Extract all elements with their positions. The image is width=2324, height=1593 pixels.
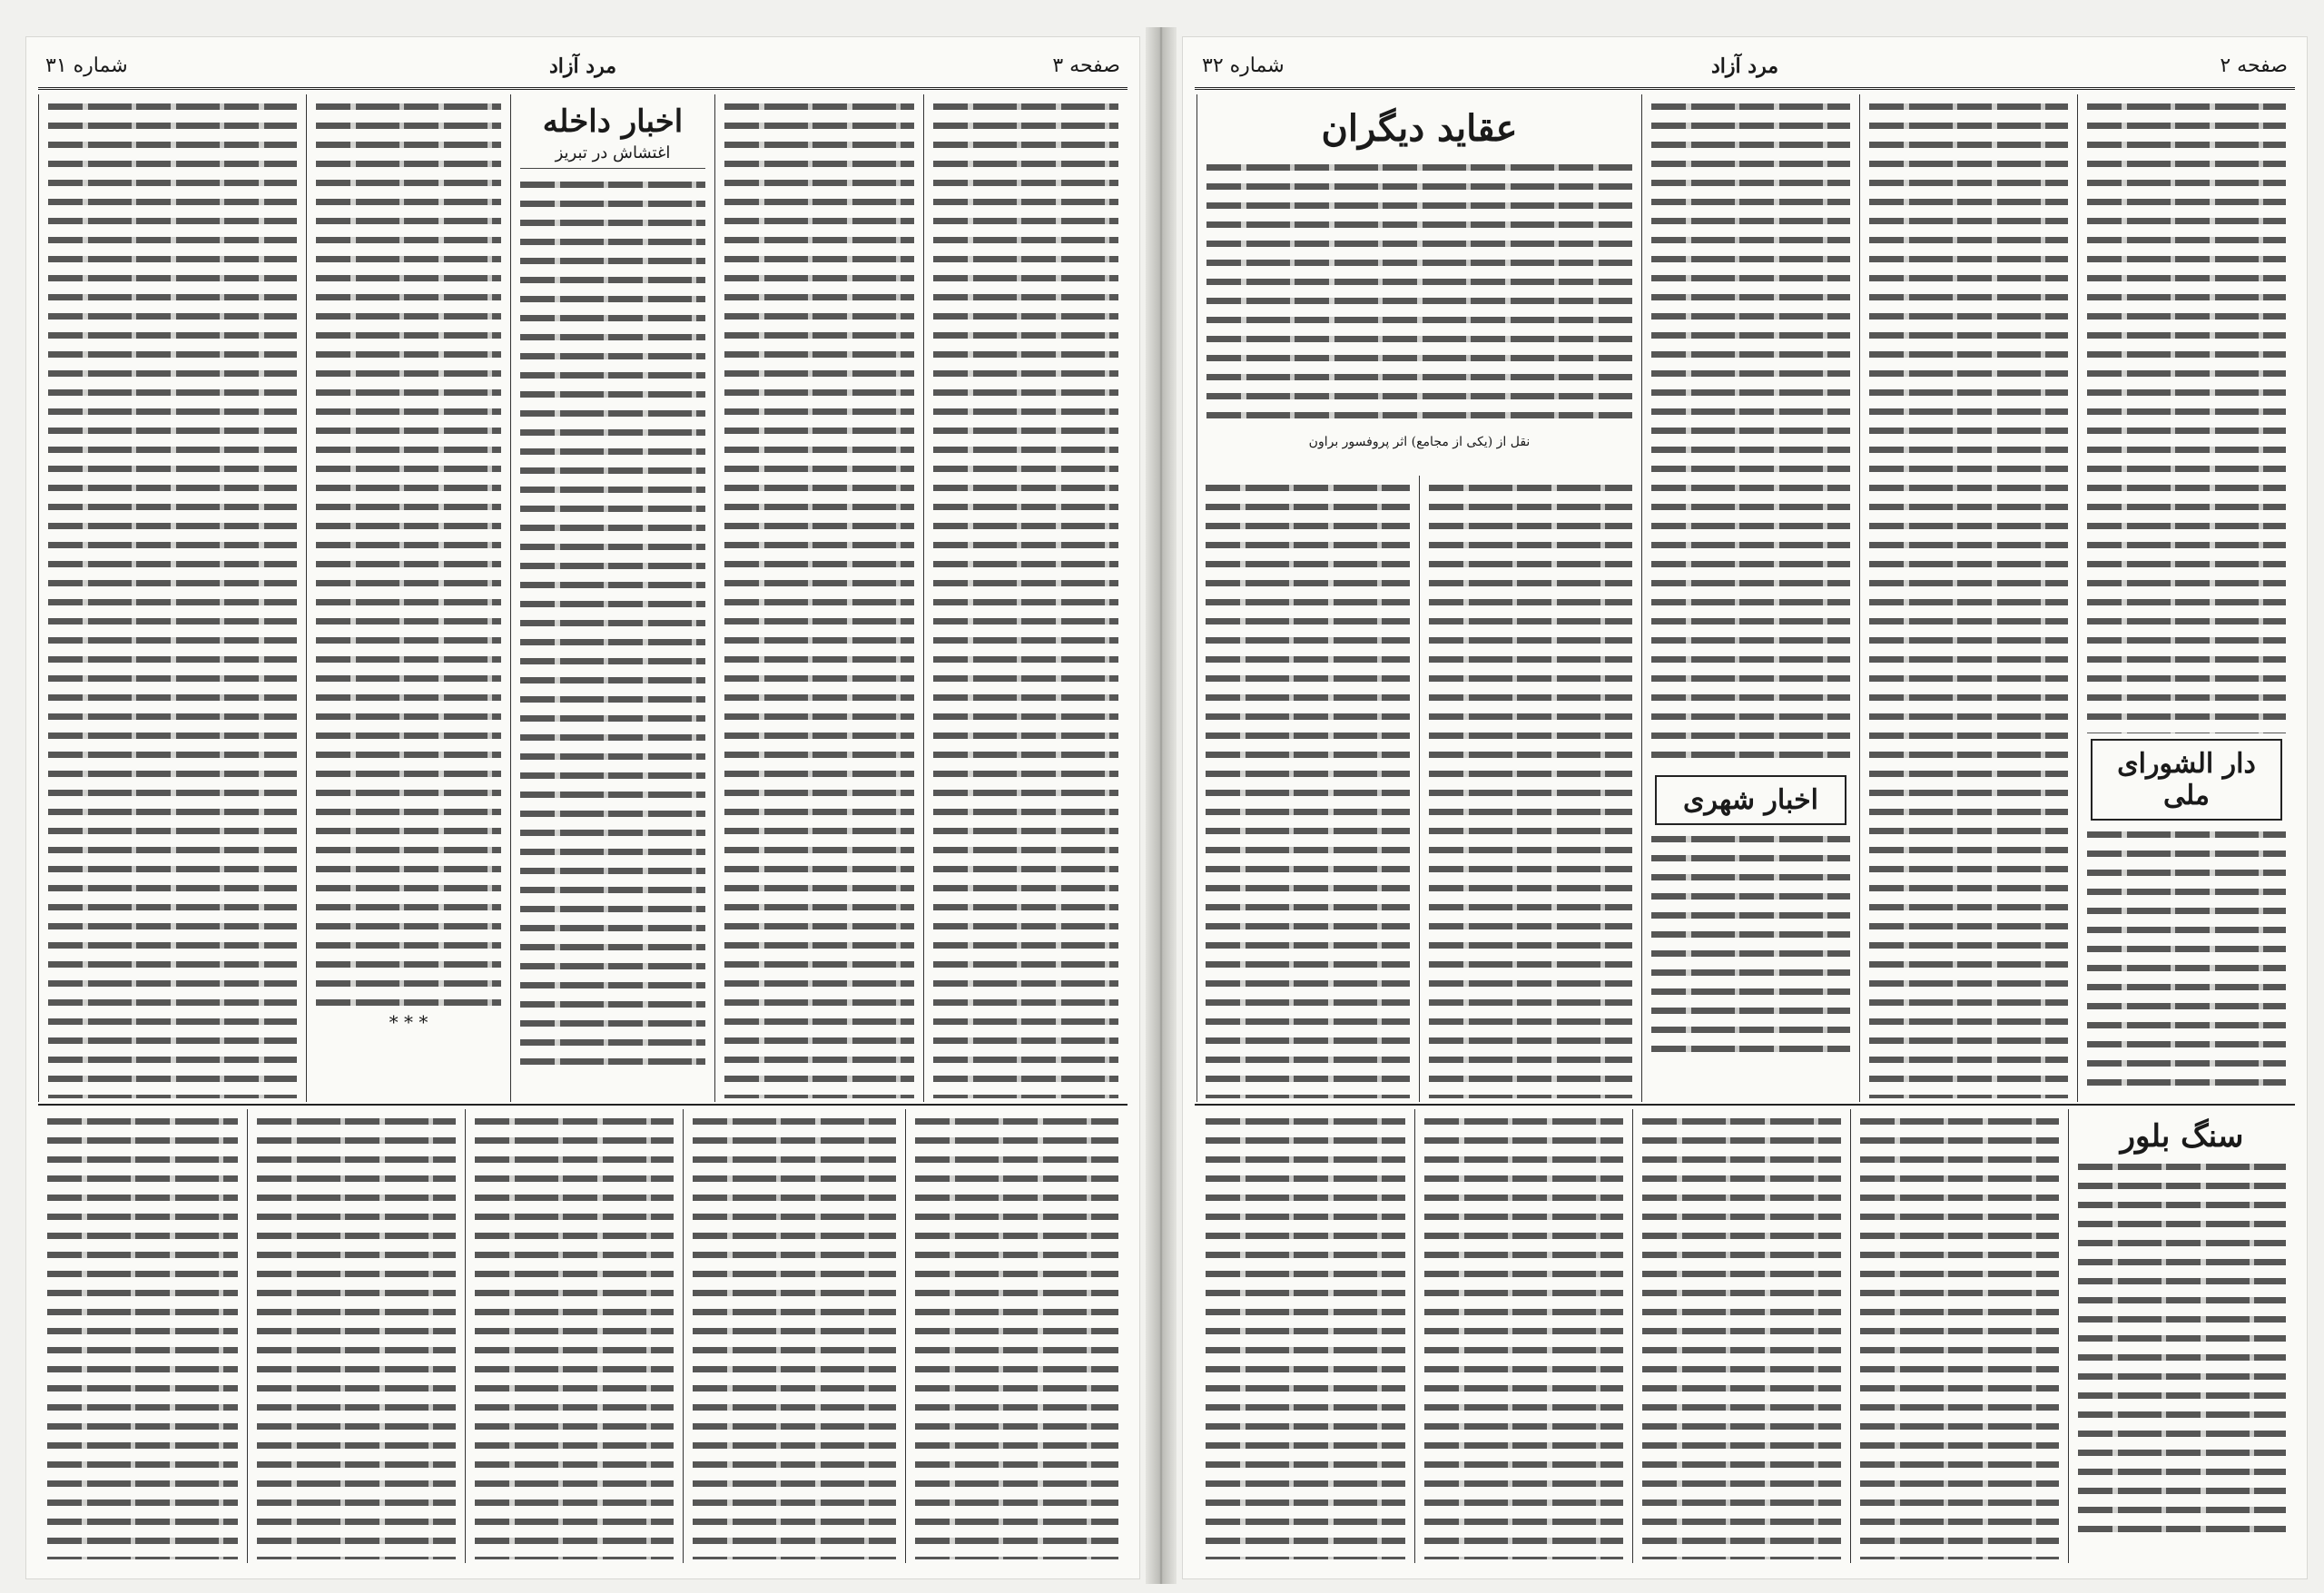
text-block [520, 176, 705, 1066]
right-column-2 [1859, 94, 2077, 1102]
text-block [48, 98, 297, 1098]
lead-article-caption: نقل از (یکی از مجامع) اثر پروفسور براون [1308, 435, 1531, 449]
text-block [933, 98, 1118, 1098]
text-block [1642, 1113, 1841, 1559]
lead-article-headline: عقاید دیگران [1321, 107, 1518, 150]
right-lower-column-3 [1632, 1109, 1850, 1563]
lead-article [1196, 94, 1641, 1102]
text-block [2087, 98, 2286, 733]
left-lower-column-3 [465, 1109, 683, 1563]
text-block [47, 1113, 238, 1559]
lead-article-column-b [1196, 476, 1419, 1102]
horizontal-rule [38, 1104, 1128, 1106]
right-column-1 [2077, 94, 2295, 1102]
national-council-box [2091, 739, 2282, 821]
left-column-1 [923, 94, 1128, 1102]
text-block [1869, 98, 2068, 1098]
left-page-header [38, 45, 1128, 90]
right-issue-number: شماره ۳۲ [1202, 54, 1285, 77]
right-lower-column-5 [1196, 1109, 1414, 1563]
text-block [475, 1113, 674, 1559]
right-page [1182, 36, 2308, 1579]
text-block [693, 1113, 896, 1559]
right-page-columns [1195, 94, 2295, 1565]
domestic-news-headline: اخبار داخله [542, 103, 684, 140]
domestic-news-subhead: اغتشاش در تبریز [520, 143, 705, 169]
left-page-columns [38, 94, 1128, 1565]
text-block [1206, 479, 1410, 1098]
section-separator: * * * [389, 1011, 428, 1033]
text-block [1429, 479, 1632, 1098]
text-block [915, 1113, 1118, 1559]
city-news-headline: اخبار شهری [1682, 784, 1818, 816]
serial-story-headline: سنگ بلور [2120, 1118, 2244, 1155]
binding-gutter [1146, 27, 1177, 1584]
text-block [1206, 159, 1632, 431]
left-column-2 [714, 94, 923, 1102]
left-issue-number: شماره ۳۱ [45, 54, 128, 77]
text-block [724, 98, 914, 1098]
right-page-header [1195, 45, 2295, 90]
text-block [1206, 1113, 1405, 1559]
left-column-5 [38, 94, 306, 1102]
left-column-4 [306, 94, 510, 1102]
left-lower-column-5 [38, 1109, 247, 1563]
left-lower-column-1 [905, 1109, 1128, 1563]
horizontal-rule [1195, 1104, 2295, 1106]
national-council-headline: دار الشورای ملی [2117, 748, 2256, 811]
text-block [1651, 98, 1850, 770]
text-block [1651, 831, 1850, 1057]
city-news-box [1655, 775, 1846, 825]
right-newspaper-name: مرد آزاد [1710, 54, 1779, 78]
left-column-3 [510, 94, 714, 1102]
left-newspaper-name: مرد آزاد [548, 54, 617, 78]
text-block [257, 1113, 456, 1559]
right-page-number: صفحه ۲ [2220, 54, 2288, 77]
left-lower-column-4 [247, 1109, 465, 1563]
right-lower-column-4 [1414, 1109, 1632, 1563]
text-block [2078, 1158, 2286, 1539]
left-lower-column-2 [683, 1109, 905, 1563]
right-lower-column-2 [1850, 1109, 2068, 1563]
serial-story-column [2068, 1109, 2295, 1563]
text-block [2087, 826, 2286, 1089]
text-block [1860, 1113, 2059, 1559]
right-column-3 [1641, 94, 1859, 1102]
text-block [316, 98, 501, 1006]
left-page-number: صفحه ۳ [1052, 54, 1120, 77]
lead-article-column-a [1419, 476, 1641, 1102]
left-page [25, 36, 1140, 1579]
text-block [1424, 1113, 1623, 1559]
